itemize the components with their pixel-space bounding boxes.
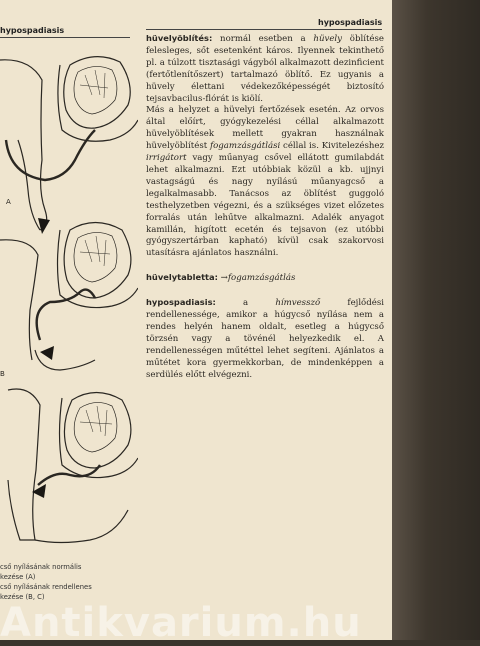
entry-huvelyoblites xyxy=(146,33,384,105)
caption-line: kezése (A) xyxy=(0,573,36,581)
anatomical-illustration xyxy=(0,40,138,560)
figure-c xyxy=(8,389,138,543)
book-spine-shadow xyxy=(392,0,480,640)
caption-line: cső nyílásának normális xyxy=(0,563,82,571)
running-header-left: hypospadiasis xyxy=(0,26,65,35)
header-rule-left xyxy=(0,37,130,38)
dictionary-text xyxy=(146,33,384,381)
entry-hypospadiasis xyxy=(146,297,384,381)
entry-italic: hímvessző xyxy=(275,298,321,309)
entry-text: vagy műanyag csővel ellátott gumilabdát lehet alkalmazni. Ezt utóbbiak közül a kb. ujjnyi vastagságú és nagy nyílású műanyagcső a legalkalmasabb. Tanácsos az öblítést guggoló testhelyzetben végezni, és a szükséges vizet előzetes forralás után lehűtve alkalmazni. Adalék anyagot kamillán, higított ecetén és tejsavon (ez utóbbi gyógyszertárban kapható) kívül csak szakorvosi utasításra ajánlatos használni. xyxy=(146,153,384,259)
entry-gap xyxy=(146,260,384,272)
header-rule-right xyxy=(146,29,382,30)
cross-reference: →fogamzásgátlás xyxy=(217,273,296,284)
entry-paragraph xyxy=(146,105,384,260)
caption-line: cső nyílásának rendellenes xyxy=(0,583,92,591)
entry-italic: fogamzásgátlási xyxy=(209,141,281,152)
entry-text: fejlődési rendellenessége, amikor a húgycső nyílása nem a rendes helyén hanem oldalt, esetleg a húgycső törzsén vagy a tövénél helyezkedik el. A rendellenességen műtéttel lehet segíteni. Ajánlatos a műtétet kora gyermekkorban, de mindenképpen a serdülés előtt elvégezni. xyxy=(146,298,384,380)
figure-a xyxy=(0,57,138,234)
entry-text: Más a helyzet a hüvelyi fertőzések esetén. Az orvos által előírt, gyógykezelési céllal alkalmazott hüvelyöblítések mellett gyakran használnak hüvelyöblítést xyxy=(146,105,384,152)
entry-text: a xyxy=(215,298,276,309)
entry-italic: hüvely xyxy=(313,34,343,44)
figure-caption xyxy=(0,562,138,602)
entry-text: normál esetben a xyxy=(212,34,314,44)
entry-text: öblítése felesleges, sőt esetenként káros. Ilyennek tekinthető pl. a túlzott tisztasági vágyból alkalmazott dezinficient (fertőtlenítőszert) tartalmazó öblítő. Ez ugyanis a hüvely élettani védekezőképességét biztosító tejsavbacilus-flórát is kiölí. xyxy=(146,34,384,104)
entry-term: hypospadiasis: xyxy=(146,297,216,308)
running-header-right: hypospadiasis xyxy=(318,18,383,27)
entry-italic: irrigátort xyxy=(146,153,187,164)
entry-term: hüvelyöblítés: xyxy=(146,33,213,43)
entry-huvelytabletta xyxy=(146,272,384,285)
caption-line: kezése (B, C) xyxy=(0,593,45,601)
entry-term: hüvelytabletta: xyxy=(146,272,218,283)
entry-gap xyxy=(146,285,384,297)
figure-label-b: B xyxy=(0,370,5,378)
figure-b xyxy=(0,223,138,379)
entry-text: céllal is. Kivitelezéshez xyxy=(280,141,385,152)
figure-label-a: A xyxy=(6,198,11,206)
watermark: Antikvarium.hu xyxy=(0,600,362,646)
